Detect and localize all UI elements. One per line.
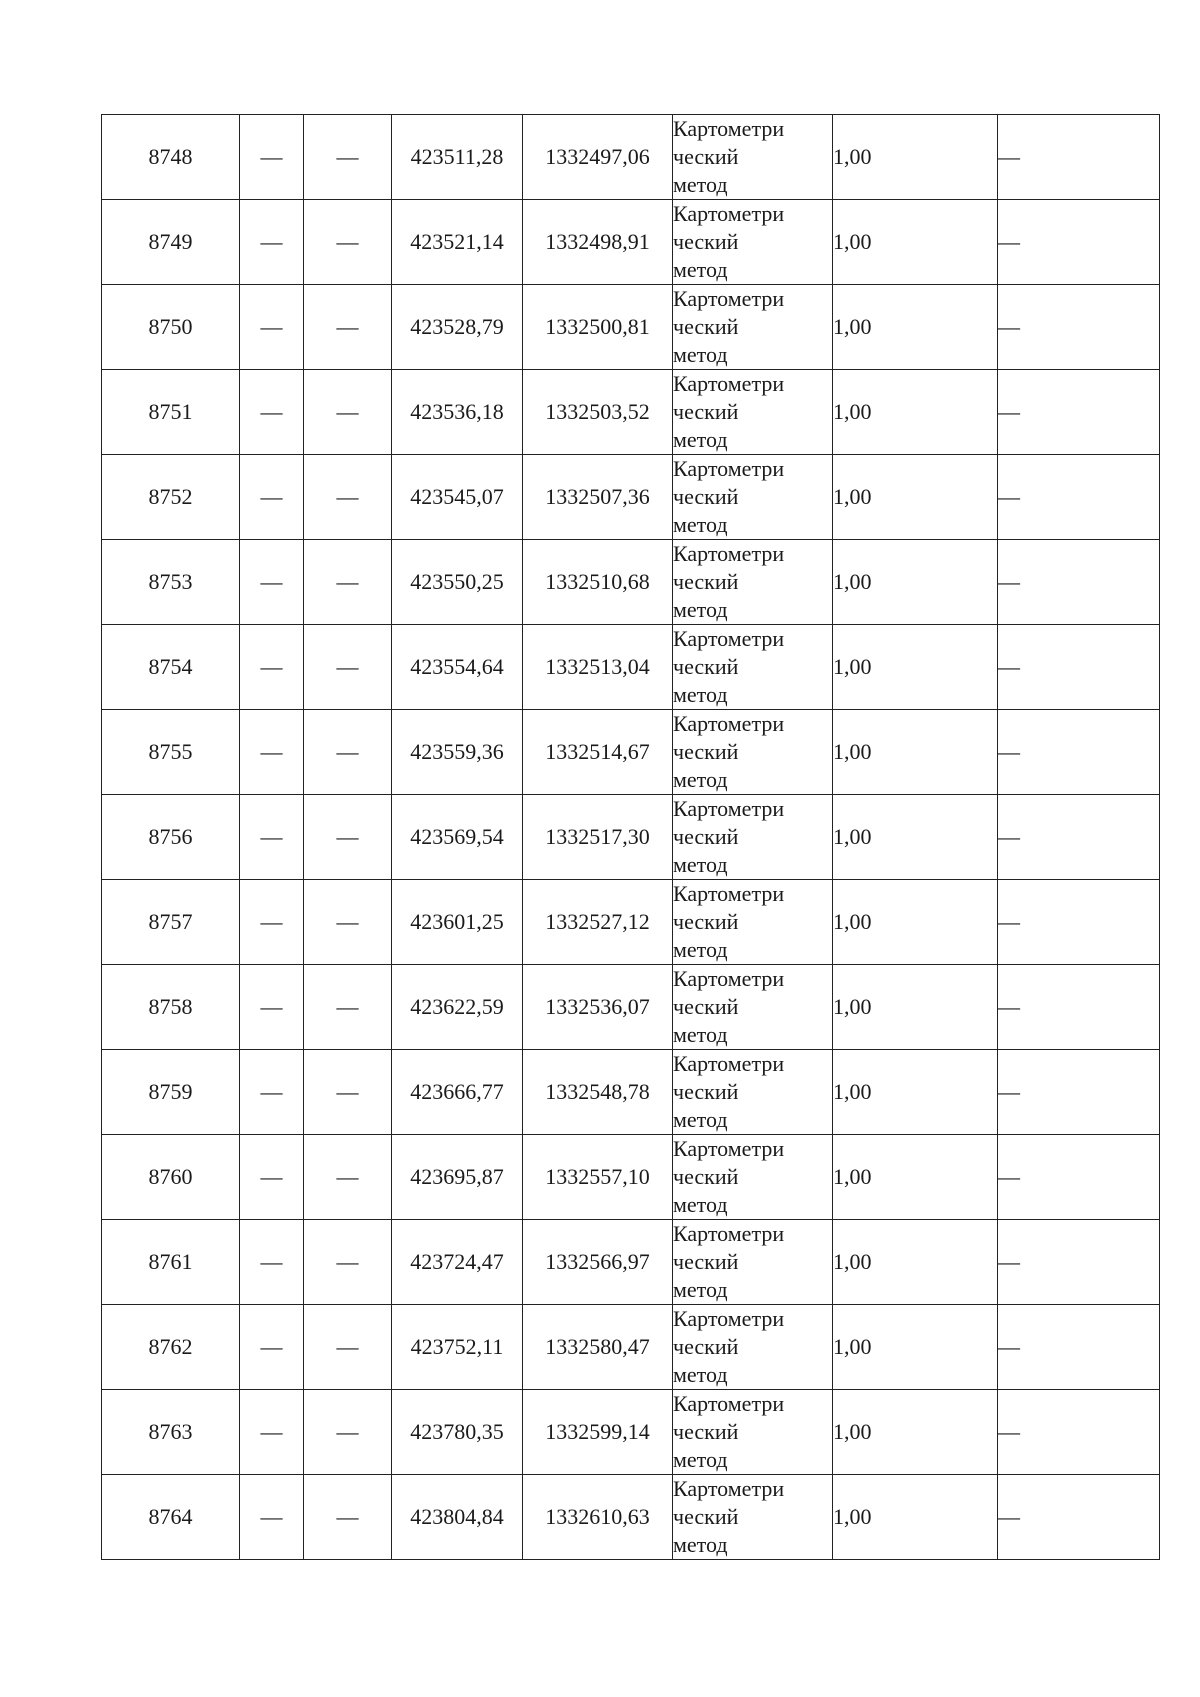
method-cell <box>673 1050 833 1135</box>
empty-dash-cell: — <box>304 285 392 370</box>
point-number-cell: 8755 <box>102 710 240 795</box>
x-coordinate-cell: 423536,18 <box>392 370 523 455</box>
accuracy-cell: 1,00 <box>833 795 998 880</box>
empty-dash-cell: — <box>304 1220 392 1305</box>
method-cell <box>673 1305 833 1390</box>
empty-dash-cell: — <box>240 1475 304 1560</box>
point-number-cell: 8748 <box>102 115 240 200</box>
y-coordinate-cell: 1332513,04 <box>523 625 673 710</box>
x-coordinate-cell: 423550,25 <box>392 540 523 625</box>
empty-dash-cell: — <box>240 540 304 625</box>
method-cell <box>673 965 833 1050</box>
method-text-line: метод <box>673 1277 728 1302</box>
method-cell <box>673 710 833 795</box>
table-row <box>102 370 1160 455</box>
method-text-line: ческий <box>673 569 739 594</box>
point-number-cell: 8757 <box>102 880 240 965</box>
empty-dash-cell: — <box>240 1135 304 1220</box>
accuracy-cell: 1,00 <box>833 1050 998 1135</box>
note-dash-cell: — <box>998 710 1160 795</box>
method-cell <box>673 1220 833 1305</box>
empty-dash-cell: — <box>240 625 304 710</box>
method-text-line: ческий <box>673 1334 739 1359</box>
method-text-line: ческий <box>673 1249 739 1274</box>
empty-dash-cell: — <box>304 1135 392 1220</box>
method-text-line: ческий <box>673 739 739 764</box>
empty-dash-cell: — <box>304 710 392 795</box>
method-text-line: Картометри <box>673 116 785 141</box>
accuracy-cell: 1,00 <box>833 880 998 965</box>
y-coordinate-cell: 1332510,68 <box>523 540 673 625</box>
method-text-line: Картометри <box>673 711 785 736</box>
method-text-line: ческий <box>673 399 739 424</box>
accuracy-cell: 1,00 <box>833 1475 998 1560</box>
accuracy-cell: 1,00 <box>833 1305 998 1390</box>
method-text-line: ческий <box>673 909 739 934</box>
method-text-line: метод <box>673 852 728 877</box>
empty-dash-cell: — <box>240 795 304 880</box>
empty-dash-cell: — <box>304 795 392 880</box>
method-cell <box>673 115 833 200</box>
empty-dash-cell: — <box>240 115 304 200</box>
x-coordinate-cell: 423804,84 <box>392 1475 523 1560</box>
empty-dash-cell: — <box>304 1475 392 1560</box>
note-dash-cell: — <box>998 540 1160 625</box>
empty-dash-cell: — <box>240 370 304 455</box>
table-row <box>102 1305 1160 1390</box>
method-text-line: Картометри <box>673 371 785 396</box>
accuracy-cell: 1,00 <box>833 285 998 370</box>
y-coordinate-cell: 1332500,81 <box>523 285 673 370</box>
point-number-cell: 8764 <box>102 1475 240 1560</box>
method-text-line: ческий <box>673 484 739 509</box>
empty-dash-cell: — <box>304 200 392 285</box>
empty-dash-cell: — <box>304 880 392 965</box>
method-text-line: Картометри <box>673 1221 785 1246</box>
method-text-line: ческий <box>673 1504 739 1529</box>
note-dash-cell: — <box>998 200 1160 285</box>
table-row <box>102 625 1160 710</box>
method-text-line: Картометри <box>673 1051 785 1076</box>
method-cell <box>673 285 833 370</box>
y-coordinate-cell: 1332517,30 <box>523 795 673 880</box>
method-text-line: Картометри <box>673 881 785 906</box>
point-number-cell: 8760 <box>102 1135 240 1220</box>
accuracy-cell: 1,00 <box>833 1135 998 1220</box>
table-row <box>102 540 1160 625</box>
y-coordinate-cell: 1332548,78 <box>523 1050 673 1135</box>
method-text-line: ческий <box>673 144 739 169</box>
note-dash-cell: — <box>998 625 1160 710</box>
method-cell <box>673 1390 833 1475</box>
y-coordinate-cell: 1332580,47 <box>523 1305 673 1390</box>
method-text-line: метод <box>673 427 728 452</box>
point-number-cell: 8749 <box>102 200 240 285</box>
empty-dash-cell: — <box>304 1305 392 1390</box>
x-coordinate-cell: 423569,54 <box>392 795 523 880</box>
x-coordinate-cell: 423511,28 <box>392 115 523 200</box>
x-coordinate-cell: 423622,59 <box>392 965 523 1050</box>
accuracy-cell: 1,00 <box>833 710 998 795</box>
note-dash-cell: — <box>998 115 1160 200</box>
accuracy-cell: 1,00 <box>833 540 998 625</box>
table-row <box>102 1475 1160 1560</box>
table-row <box>102 795 1160 880</box>
y-coordinate-cell: 1332498,91 <box>523 200 673 285</box>
x-coordinate-cell: 423528,79 <box>392 285 523 370</box>
method-text-line: ческий <box>673 314 739 339</box>
method-text-line: ческий <box>673 654 739 679</box>
note-dash-cell: — <box>998 455 1160 540</box>
note-dash-cell: — <box>998 1305 1160 1390</box>
x-coordinate-cell: 423666,77 <box>392 1050 523 1135</box>
method-text-line: метод <box>673 257 728 282</box>
empty-dash-cell: — <box>304 965 392 1050</box>
table-row <box>102 115 1160 200</box>
method-text-line: метод <box>673 1447 728 1472</box>
method-text-line: ческий <box>673 229 739 254</box>
method-text-line: метод <box>673 937 728 962</box>
empty-dash-cell: — <box>240 200 304 285</box>
empty-dash-cell: — <box>240 1220 304 1305</box>
note-dash-cell: — <box>998 370 1160 455</box>
empty-dash-cell: — <box>240 710 304 795</box>
accuracy-cell: 1,00 <box>833 625 998 710</box>
method-text-line: метод <box>673 1192 728 1217</box>
note-dash-cell: — <box>998 795 1160 880</box>
method-text-line: ческий <box>673 1419 739 1444</box>
method-text-line: Картометри <box>673 1476 785 1501</box>
table-row <box>102 1135 1160 1220</box>
method-cell <box>673 880 833 965</box>
x-coordinate-cell: 423695,87 <box>392 1135 523 1220</box>
x-coordinate-cell: 423554,64 <box>392 625 523 710</box>
point-number-cell: 8756 <box>102 795 240 880</box>
y-coordinate-cell: 1332497,06 <box>523 115 673 200</box>
accuracy-cell: 1,00 <box>833 1390 998 1475</box>
table-row <box>102 1220 1160 1305</box>
coordinates-table <box>101 114 1160 1560</box>
table-row <box>102 710 1160 795</box>
accuracy-cell: 1,00 <box>833 455 998 540</box>
table-row <box>102 1390 1160 1475</box>
empty-dash-cell: — <box>240 455 304 540</box>
table-row <box>102 200 1160 285</box>
method-text-line: метод <box>673 1532 728 1557</box>
point-number-cell: 8751 <box>102 370 240 455</box>
method-cell <box>673 200 833 285</box>
method-text-line: ческий <box>673 994 739 1019</box>
point-number-cell: 8763 <box>102 1390 240 1475</box>
y-coordinate-cell: 1332566,97 <box>523 1220 673 1305</box>
x-coordinate-cell: 423780,35 <box>392 1390 523 1475</box>
point-number-cell: 8752 <box>102 455 240 540</box>
x-coordinate-cell: 423545,07 <box>392 455 523 540</box>
point-number-cell: 8762 <box>102 1305 240 1390</box>
method-text-line: Картометри <box>673 1136 785 1161</box>
method-cell <box>673 370 833 455</box>
table-body <box>102 115 1160 1560</box>
empty-dash-cell: — <box>240 1390 304 1475</box>
method-text-line: ческий <box>673 824 739 849</box>
table-row <box>102 880 1160 965</box>
method-text-line: Картометри <box>673 1391 785 1416</box>
method-text-line: ческий <box>673 1164 739 1189</box>
method-text-line: метод <box>673 512 728 537</box>
method-text-line: метод <box>673 767 728 792</box>
note-dash-cell: — <box>998 1390 1160 1475</box>
note-dash-cell: — <box>998 1220 1160 1305</box>
empty-dash-cell: — <box>304 625 392 710</box>
y-coordinate-cell: 1332514,67 <box>523 710 673 795</box>
method-text-line: ческий <box>673 1079 739 1104</box>
method-text-line: метод <box>673 597 728 622</box>
empty-dash-cell: — <box>240 1050 304 1135</box>
note-dash-cell: — <box>998 880 1160 965</box>
y-coordinate-cell: 1332557,10 <box>523 1135 673 1220</box>
note-dash-cell: — <box>998 1135 1160 1220</box>
point-number-cell: 8761 <box>102 1220 240 1305</box>
accuracy-cell: 1,00 <box>833 370 998 455</box>
method-cell <box>673 1135 833 1220</box>
x-coordinate-cell: 423601,25 <box>392 880 523 965</box>
empty-dash-cell: — <box>240 965 304 1050</box>
empty-dash-cell: — <box>304 1390 392 1475</box>
empty-dash-cell: — <box>304 455 392 540</box>
method-cell <box>673 625 833 710</box>
accuracy-cell: 1,00 <box>833 1220 998 1305</box>
method-text-line: метод <box>673 342 728 367</box>
method-cell <box>673 795 833 880</box>
x-coordinate-cell: 423521,14 <box>392 200 523 285</box>
table-row <box>102 965 1160 1050</box>
method-text-line: метод <box>673 1107 728 1132</box>
empty-dash-cell: — <box>304 540 392 625</box>
y-coordinate-cell: 1332610,63 <box>523 1475 673 1560</box>
table-row <box>102 285 1160 370</box>
x-coordinate-cell: 423559,36 <box>392 710 523 795</box>
point-number-cell: 8754 <box>102 625 240 710</box>
note-dash-cell: — <box>998 285 1160 370</box>
point-number-cell: 8758 <box>102 965 240 1050</box>
method-text-line: Картометри <box>673 796 785 821</box>
accuracy-cell: 1,00 <box>833 115 998 200</box>
method-text-line: Картометри <box>673 286 785 311</box>
point-number-cell: 8753 <box>102 540 240 625</box>
method-text-line: метод <box>673 172 728 197</box>
point-number-cell: 8759 <box>102 1050 240 1135</box>
method-text-line: Картометри <box>673 626 785 651</box>
accuracy-cell: 1,00 <box>833 200 998 285</box>
empty-dash-cell: — <box>240 1305 304 1390</box>
method-text-line: Картометри <box>673 966 785 991</box>
point-number-cell: 8750 <box>102 285 240 370</box>
method-text-line: Картометри <box>673 201 785 226</box>
note-dash-cell: — <box>998 1475 1160 1560</box>
method-text-line: метод <box>673 1022 728 1047</box>
empty-dash-cell: — <box>240 880 304 965</box>
x-coordinate-cell: 423724,47 <box>392 1220 523 1305</box>
empty-dash-cell: — <box>304 370 392 455</box>
method-text-line: Картометри <box>673 1306 785 1331</box>
table-row <box>102 455 1160 540</box>
x-coordinate-cell: 423752,11 <box>392 1305 523 1390</box>
y-coordinate-cell: 1332507,36 <box>523 455 673 540</box>
note-dash-cell: — <box>998 965 1160 1050</box>
method-text-line: метод <box>673 1362 728 1387</box>
method-text-line: метод <box>673 682 728 707</box>
note-dash-cell: — <box>998 1050 1160 1135</box>
empty-dash-cell: — <box>240 285 304 370</box>
method-text-line: Картометри <box>673 456 785 481</box>
y-coordinate-cell: 1332527,12 <box>523 880 673 965</box>
method-cell <box>673 1475 833 1560</box>
y-coordinate-cell: 1332599,14 <box>523 1390 673 1475</box>
empty-dash-cell: — <box>304 115 392 200</box>
y-coordinate-cell: 1332503,52 <box>523 370 673 455</box>
table-row <box>102 1050 1160 1135</box>
method-cell <box>673 455 833 540</box>
y-coordinate-cell: 1332536,07 <box>523 965 673 1050</box>
method-cell <box>673 540 833 625</box>
method-text-line: Картометри <box>673 541 785 566</box>
accuracy-cell: 1,00 <box>833 965 998 1050</box>
empty-dash-cell: — <box>304 1050 392 1135</box>
